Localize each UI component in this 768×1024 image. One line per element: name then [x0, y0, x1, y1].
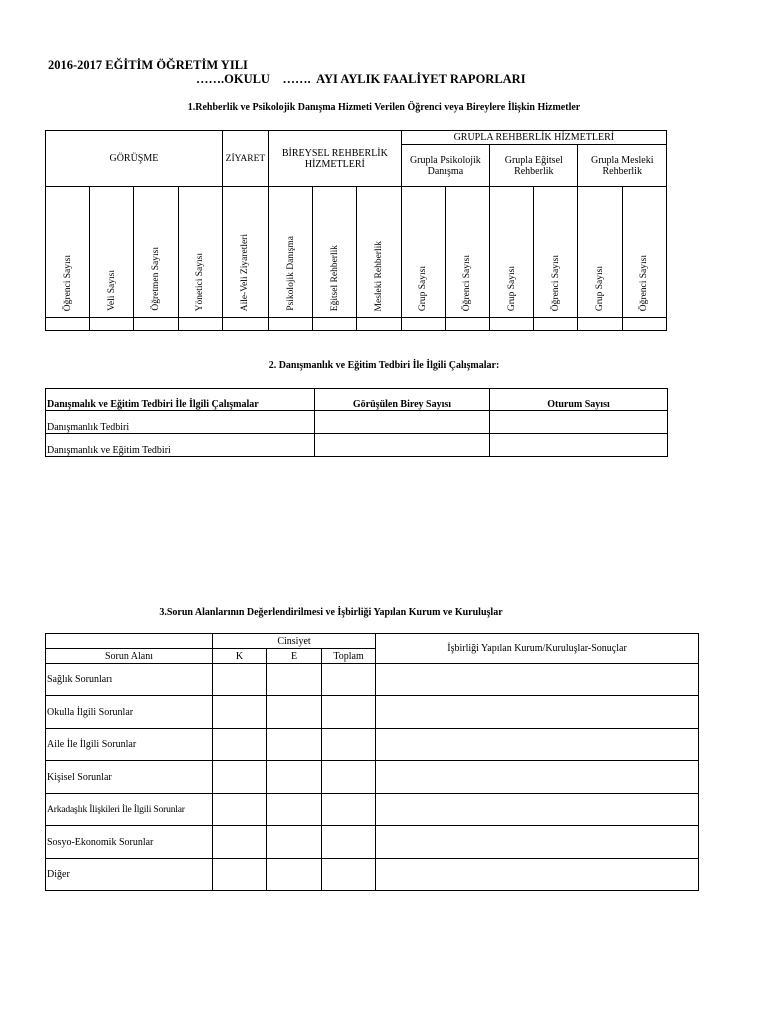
row-label: Kişisel Sorunlar: [46, 761, 213, 794]
entry-cell[interactable]: [578, 318, 622, 331]
entry-cell[interactable]: [376, 859, 699, 891]
entry-cell[interactable]: [213, 859, 267, 891]
rehberlik-services-table: [45, 130, 667, 331]
entry-cell[interactable]: [267, 696, 322, 729]
entry-cell[interactable]: [322, 664, 376, 696]
entry-cell[interactable]: [267, 826, 322, 859]
report-year-title: 2016-2017 EĞİTİM ÖĞRETİM YILI: [48, 58, 248, 72]
col-label: Veli Sayısı: [106, 270, 117, 311]
danismanlik-table: [45, 388, 668, 457]
entry-cell[interactable]: [313, 318, 357, 331]
entry-cell[interactable]: [322, 696, 376, 729]
col-label: Eğitsel Rehberlik: [329, 244, 340, 311]
sorun-alanlari-table: [45, 633, 699, 891]
grupla-header: GRUPLA REHBERLİK HİZMETLERİ: [401, 131, 666, 145]
entry-cell[interactable]: [222, 318, 268, 331]
cinsiyet-header: Cinsiyet: [213, 634, 376, 649]
col-label: Mesleki Rehberlik: [374, 240, 385, 311]
col-label: Grup Sayısı: [595, 265, 606, 311]
row-label: Sosyo-Ekonomik Sorunlar: [46, 826, 213, 859]
entry-cell[interactable]: [267, 794, 322, 826]
entry-cell[interactable]: [322, 826, 376, 859]
col-label: Öğretmen Sayısı: [151, 247, 161, 311]
entry-cell[interactable]: [134, 318, 178, 331]
entry-cell[interactable]: [490, 411, 668, 434]
table-row: [46, 411, 668, 434]
col-label: Öğrenci Sayısı: [462, 254, 473, 311]
entry-cell[interactable]: [376, 664, 699, 696]
table-row: [46, 434, 668, 457]
entry-cell[interactable]: [46, 318, 90, 331]
entry-cell[interactable]: [376, 794, 699, 826]
sorun-alani-header: Sorun Alanı: [46, 649, 213, 664]
entry-cell[interactable]: [490, 318, 534, 331]
entry-cell[interactable]: [178, 318, 222, 331]
entry-cell[interactable]: [213, 794, 267, 826]
entry-cell[interactable]: [322, 761, 376, 794]
entry-cell[interactable]: [322, 859, 376, 891]
section2-title: 2. Danışmanlık ve Eğitim Tedbiri İle İlgili Çalışmalar:: [268, 360, 500, 371]
row-label: Okulla İlgili Sorunlar: [46, 696, 213, 729]
row-label: Diğer: [46, 859, 213, 891]
table-row: [46, 729, 699, 761]
bireysel-header: BİREYSEL REHBERLİK HİZMETLERİ: [269, 131, 402, 187]
entry-cell[interactable]: [490, 434, 668, 457]
e-header: E: [267, 649, 322, 664]
entry-cell[interactable]: [213, 761, 267, 794]
col-label: Yönetici Sayısı: [195, 252, 206, 311]
entry-cell[interactable]: [213, 664, 267, 696]
ziyaret-header: ZİYARET: [222, 131, 268, 187]
entry-cell[interactable]: [267, 761, 322, 794]
table-row: [46, 859, 699, 891]
entry-cell[interactable]: [401, 318, 445, 331]
col-label: Grup Sayısı: [418, 265, 429, 311]
row-label: Arkadaşlık İlişkileri İle İlgili Sorunlar: [46, 794, 213, 826]
entry-cell[interactable]: [376, 761, 699, 794]
col-label: Öğrenci Sayısı: [639, 254, 650, 311]
table-row: [46, 826, 699, 859]
col-label: Psikolojik Danışma: [285, 236, 296, 311]
section1-title: 1.Rehberlik ve Psikolojik Danışma Hizmeti Verilen Öğrenci veya Bireylere İlişkin Hizmetler: [187, 102, 581, 113]
row-label: Aile İle İlgili Sorunlar: [46, 729, 213, 761]
grupla-egitsel-header: Grupla Eğitsel Rehberlik: [490, 145, 578, 187]
entry-cell[interactable]: [376, 696, 699, 729]
entry-cell[interactable]: [445, 318, 489, 331]
section3-title: 3.Sorun Alanlarının Değerlendirilmesi ve İşbirliği Yapılan Kurum ve Kuruluşlar: [159, 607, 503, 618]
grupla-mesleki-header: Grupla Mesleki Rehberlik: [578, 145, 667, 187]
col-label: Grup Sayısı: [506, 265, 517, 311]
entry-cell[interactable]: [315, 434, 490, 457]
row-label: Sağlık Sorunları: [46, 664, 213, 696]
toplam-header: Toplam: [322, 649, 376, 664]
entry-cell[interactable]: [315, 411, 490, 434]
oturum-sayisi-header: Oturum Sayısı: [490, 389, 668, 411]
entry-cell[interactable]: [622, 318, 666, 331]
entry-cell[interactable]: [213, 729, 267, 761]
entry-cell[interactable]: [322, 729, 376, 761]
entry-cell[interactable]: [376, 826, 699, 859]
entry-cell[interactable]: [269, 318, 313, 331]
entry-cell[interactable]: [322, 794, 376, 826]
col-label: Öğrenci Sayısı: [62, 254, 73, 311]
entry-cell[interactable]: [267, 729, 322, 761]
entry-row[interactable]: [46, 318, 667, 331]
entry-cell[interactable]: [357, 318, 401, 331]
birey-sayisi-header: Görüşülen Birey Sayısı: [315, 389, 490, 411]
entry-cell[interactable]: [213, 826, 267, 859]
k-header: K: [213, 649, 267, 664]
danismanlik-col1-header: Danışmalık ve Eğitim Tedbiri İle İlgili Çalışmalar: [46, 389, 315, 411]
table-row: [46, 794, 699, 826]
table-row: [46, 696, 699, 729]
row-label: Danışmanlık Tedbiri: [46, 411, 315, 434]
entry-cell[interactable]: [90, 318, 134, 331]
col-label: Öğrenci Sayısı: [550, 254, 561, 311]
entry-cell[interactable]: [267, 859, 322, 891]
table-row: [46, 761, 699, 794]
gorusme-header: GÖRÜŞME: [46, 131, 223, 187]
column-labels-row: [46, 187, 667, 318]
isbirligi-header: İşbirliği Yapılan Kurum/Kuruluşlar-Sonuçlar: [376, 634, 699, 664]
entry-cell[interactable]: [213, 696, 267, 729]
entry-cell[interactable]: [267, 664, 322, 696]
entry-cell[interactable]: [376, 729, 699, 761]
report-school-title: …….OKULU ……. AYI AYLIK FAALİYET RAPORLARI: [196, 72, 526, 86]
row-label: Danışmanlık ve Eğitim Tedbiri: [46, 434, 315, 457]
grupla-psikolojik-header: Grupla Psikolojik Danışma: [401, 145, 489, 187]
table-row: [46, 664, 699, 696]
entry-cell[interactable]: [534, 318, 578, 331]
col-label: Aile-Veli Ziyaretleri: [240, 233, 251, 311]
